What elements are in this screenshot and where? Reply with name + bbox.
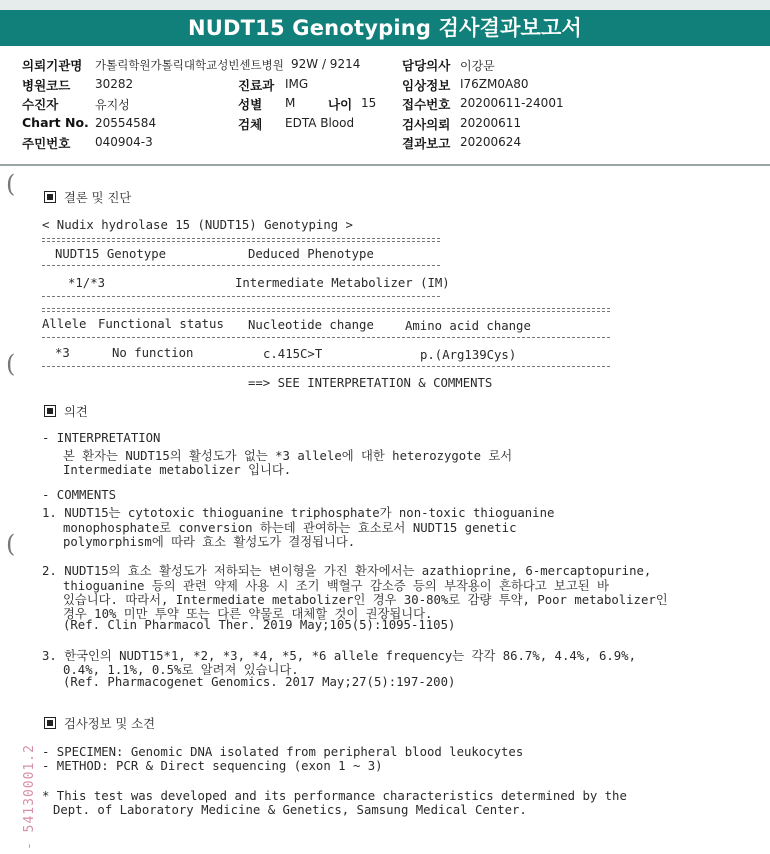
comment-line: monophosphate로 conversion 하는데 관여하는 효소로서 NUDT15 genetic [63, 521, 517, 535]
binder-mark: ( [6, 170, 16, 198]
disclaimer-line: Dept. of Laboratory Medicine & Genetics, Samsung Medical Center. [53, 803, 527, 817]
bullet-square-icon [44, 717, 56, 729]
col-amino: Amino acid change [405, 319, 531, 333]
section-opinion-heading [44, 402, 88, 420]
interpretation-header: - INTERPRETATION [42, 431, 161, 445]
section-testinfo-heading [44, 714, 155, 732]
specimen-value: EDTA Blood [285, 116, 355, 130]
amino-value: p.(Arg139Cys) [420, 348, 517, 362]
binder-mark: ( [6, 530, 16, 558]
divider [42, 337, 610, 338]
receipt-label: 접수번호 [402, 97, 451, 112]
col-functional: Functional status [98, 317, 224, 331]
chart-label: Chart No. [22, 115, 89, 130]
col-phenotype: Deduced Phenotype [248, 247, 374, 261]
clinical-value: I76ZM0A80 [460, 77, 529, 91]
comment-line: 있습니다. 따라서, Intermediate metabolizer인 경우 30-80%로 감량 투약, Poor metabolizer인 [63, 593, 668, 607]
comment-line: polymorphism에 따라 효소 활성도가 결정됩니다. [63, 535, 356, 549]
dept-value: IMG [285, 77, 309, 91]
sex-label: 성별 [238, 97, 263, 112]
functional-value: No function [112, 346, 194, 360]
divider [42, 241, 440, 242]
code-label: 병원코드 [22, 78, 71, 93]
code-value: 30282 [95, 77, 134, 91]
divider [42, 311, 610, 312]
comment-line: thioguanine 등의 관련 약제 사용 시 조기 백혈구 감소증 등의 부작용이 흔하다고 보고된 바 [63, 579, 609, 593]
reference-line: (Ref. Pharmacogenet Genomics. 2017 May;27(5):197-200) [63, 675, 456, 689]
phenotype-value: Intermediate Metabolizer (IM) [235, 276, 450, 290]
doctor-value: 이강문 [460, 59, 495, 73]
comment-line: 경우 10% 미만 투약 또는 다른 약물로 대체할 것이 권장됩니다. [63, 607, 433, 621]
divider [42, 296, 440, 297]
section-title: 의견 [64, 405, 88, 419]
specimen-label: 검체 [238, 117, 263, 132]
patient-label: 수진자 [22, 97, 59, 112]
id-value: 040904-3 [95, 135, 153, 149]
patient-value: 유지성 [95, 98, 130, 112]
dept-label: 진료과 [238, 78, 275, 93]
nucleotide-value: c.415C>T [263, 347, 323, 361]
side-stamp-number: - 54130001.2 [22, 744, 37, 850]
divider [42, 366, 610, 367]
comment-line: 0.4%, 1.1%, 0.5%로 알려져 있습니다. [63, 663, 299, 677]
id-label: 주민번호 [22, 136, 71, 151]
report-title: NUDT15 Genotyping 검사결과보고서 [0, 10, 770, 46]
section-conclusion-heading [44, 188, 131, 206]
see-note: ==> SEE INTERPRETATION & COMMENTS [248, 376, 493, 390]
interpretation-line: Intermediate metabolizer 입니다. [63, 463, 292, 477]
test-name: < Nudix hydrolase 15 (NUDT15) Genotyping > [42, 218, 353, 232]
divider [42, 308, 610, 309]
age-value: 15 [361, 96, 377, 110]
bullet-square-icon [44, 191, 56, 203]
disclaimer-line: * This test was developed and its performance characteristics determined by the [42, 789, 627, 803]
report-date-value: 20200624 [460, 135, 522, 149]
col-nucleotide: Nucleotide change [248, 318, 374, 332]
interpretation-line: 본 환자는 NUDT15의 활성도가 없는 *3 allele에 대한 heterozygote 로서 [63, 449, 513, 463]
doctor-label: 담당의사 [402, 58, 451, 73]
ward-value: 92W / 9214 [291, 57, 361, 71]
col-genotype: NUDT15 Genotype [55, 247, 167, 261]
comment-line: 1. NUDT15는 cytotoxic thioguanine triphosphate가 non-toxic thioguanine [42, 506, 555, 520]
receipt-value: 20200611-24001 [460, 96, 564, 110]
specimen-line: - SPECIMEN: Genomic DNA isolated from peripheral blood leukocytes [42, 745, 524, 759]
bullet-square-icon [44, 405, 56, 417]
sex-value: M [285, 96, 296, 110]
section-title: 결론 및 진단 [64, 191, 132, 205]
hospital-label: 의뢰기관명 [22, 58, 83, 73]
comments-header: - COMMENTS [42, 488, 117, 502]
col-allele: Allele [42, 317, 87, 331]
age-label: 나이 [328, 97, 353, 112]
method-line: - METHOD: PCR & Direct sequencing (exon 1 ~ 3) [42, 759, 383, 773]
binder-mark: ( [6, 350, 16, 378]
reference-line: (Ref. Clin Pharmacol Ther. 2019 May;105(5):1095-1105) [63, 618, 456, 632]
section-title: 검사정보 및 소견 [64, 717, 155, 731]
request-label: 검사의뢰 [402, 117, 451, 132]
report-date-label: 결과보고 [402, 136, 451, 151]
comment-line: 3. 한국인의 NUDT15*1, *2, *3, *4, *5, *6 allele frequency는 각각 86.7%, 4.4%, 6.9%, [42, 649, 636, 663]
comment-line: 2. NUDT15의 효소 활성도가 저하되는 변이형을 가진 환자에서는 azathioprine, 6-mercaptopurine, [42, 564, 652, 578]
divider [42, 265, 440, 266]
clinical-label: 임상정보 [402, 78, 451, 93]
chart-value: 20554584 [95, 116, 157, 130]
genotype-value: *1/*3 [68, 276, 106, 290]
request-value: 20200611 [460, 116, 522, 130]
hospital-value: 가톨릭학원가톨릭대학교성빈센트병원 [95, 58, 284, 72]
allele-value: *3 [55, 346, 70, 360]
divider [42, 238, 440, 239]
